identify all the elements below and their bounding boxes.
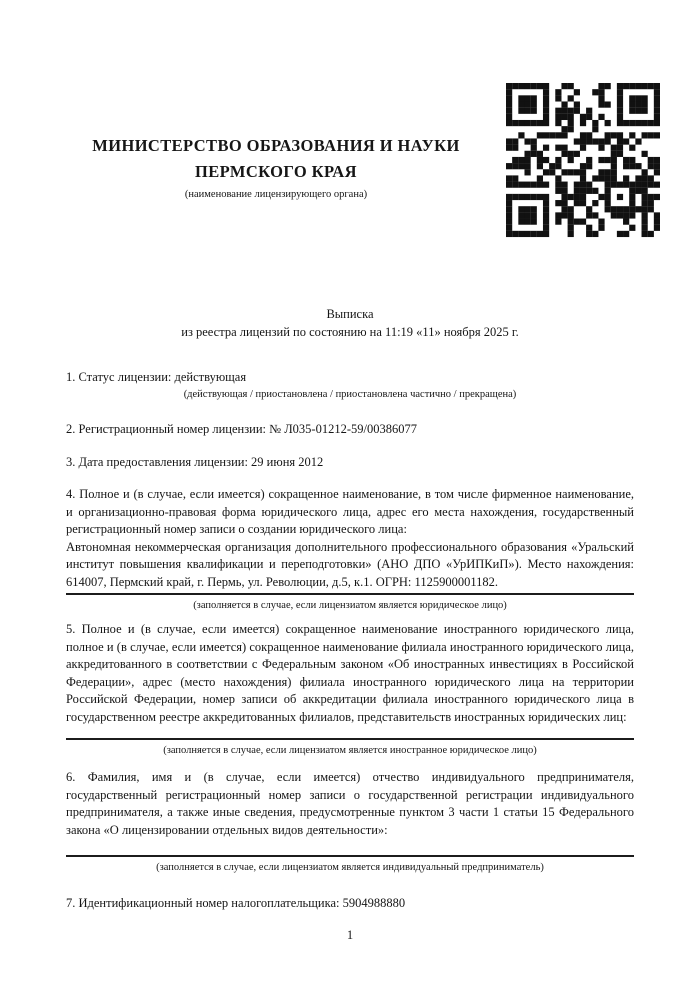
fill-in-rule [66,738,634,740]
qr-code-icon [506,82,660,238]
fill-in-rule [66,855,634,857]
document-title [0,305,700,341]
section-caption: (заполняется в случае, если лицензиатом является юридическое лицо) [193,600,507,611]
section-text: 5. Полное и (в случае, если имеется) сокращенное наименование иностранного юридического лица, полное и (в случае, если имеется) сокращенное наименование филиала иностранного юридического лица, аккредитованного в соответствии с Федеральным законом «Об иностранных инвестициях в Российской Федерации», адрес (место нахождения) филиала иностранного юридического лица на территории Российской Федерации, номер записи об аккредитации филиала иностранного юридического лица в государственном реестре аккредитованных филиалов, представительств иностранных юридических лиц: [66,622,634,724]
section-taxpayer-number [66,895,634,913]
document-title-line1: Выписка [326,307,374,321]
section-text: 4. Полное и (в случае, если имеется) сокращенное наименование, в том числе фирменное наименование, и организационно-правовая форма юридического лица, адрес его места нахождения, государственный регистрационный номер записи о создании юридического лица: [66,487,634,536]
section-text: 6. Фамилия, имя и (в случае, если имеется) отчество индивидуального предпринимателя, государственный регистрационный номер записи о государственной регистрации индивидуального предпринимателя, а также иные сведения, предусмотренные пунктом 3 части 1 статьи 15 Федерального закона «О лицензировании отдельных видов деятельности»: [66,770,634,837]
section-caption: (заполняется в случае, если лицензиатом является индивидуальный предприниматель) [156,862,544,873]
section-legal-entity [66,486,634,612]
section-caption: (действующая / приостановлена / приостановлена частично / прекращена) [183,388,517,400]
licensing-authority-header [60,133,492,201]
licensing-authority-caption: (наименование лицензирующего органа) [184,189,368,200]
section-foreign-entity [66,621,634,757]
section-text: 3. Дата предоставления лицензии: 29 июня 2012 [66,455,324,469]
ministry-name-line2: ПЕРМСКОГО КРАЯ [195,162,357,181]
document-title-line2: из реестра лицензий по состоянию на 11:19 «11» ноября 2025 г. [181,325,519,339]
section-text: 2. Регистрационный номер лицензии: № Л035-01212-59/00386077 [66,422,417,436]
page-number: 1 [346,928,354,942]
section-caption: (заполняется в случае, если лицензиатом является иностранное юридическое лицо) [163,745,537,756]
section-text: 1. Статус лицензии: действующая [66,370,247,384]
section-registration-number [66,421,634,439]
ministry-name-line1: МИНИСТЕРСТВО ОБРАЗОВАНИЯ И НАУКИ [92,136,460,155]
section-license-status [66,369,634,401]
section-text: 7. Идентификационный номер налогоплательщика: 5904988880 [66,896,406,910]
section-value: Автономная некоммерческая организация дополнительного профессионального образования «Уральский институт повышения квалификации и переподготовки» (АНО ДПО «УрИПКиП»). Место нахождения: 614007, Пермский край, г. Пермь, ул. Революции, д.5, к.1. ОГРН: 1125900001182. [66,539,634,589]
section-grant-date [66,454,634,472]
section-individual-entrepreneur [66,769,634,874]
fill-in-rule [66,593,634,595]
